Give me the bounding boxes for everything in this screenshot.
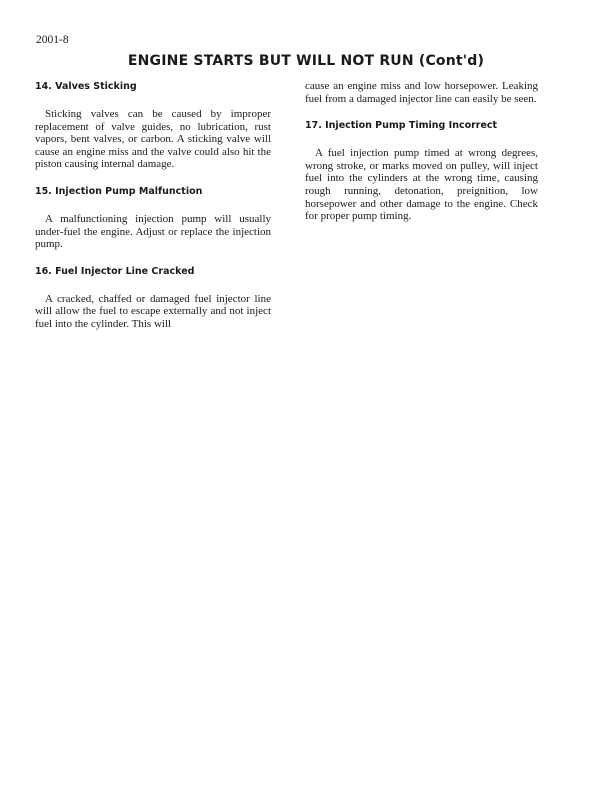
section-body-text: A malfunctioning injection pump will usually under-fuel the engine. Adjust or replace the injection pump. — [35, 212, 271, 251]
section-body-text: Sticking valves can be caused by improper replacement of valve guides, no lubrication, rust vapors, bent valves, or carbon. A sticking valve will cause an engine miss and the valve could also hit the piston causing internal damage. — [35, 108, 271, 171]
section-body-text: A cracked, chaffed or damaged fuel injector line will allow the fuel to escape externally and not inject fuel into the cylinder. This will — [35, 292, 271, 330]
section-body — [35, 213, 271, 251]
section-body — [35, 108, 271, 171]
section-heading: 16. Fuel Injector Line Cracked — [35, 265, 195, 277]
section-heading: 14. Valves Sticking — [35, 81, 137, 92]
section-injection-pump-timing — [305, 119, 538, 223]
section-heading: 15. Injection Pump Malfunction — [35, 185, 203, 197]
continued-text: cause an engine miss and low horsepower. Leaking fuel from a damaged injector line can easily be seen. — [305, 80, 538, 105]
section-fuel-injector-line-cracked — [35, 265, 271, 331]
left-column — [35, 80, 271, 345]
section-body-text: A fuel injection pump timed at wrong degrees, wrong stroke, or marks moved on pulley, will inject fuel into the cylinders at the wrong time, causing rough running, detonation, preignition, low horsepower and other damage to the engine. Check for proper pump timing. — [305, 147, 538, 223]
section-valves-sticking — [35, 80, 271, 171]
section-injection-pump-malfunction — [35, 185, 271, 251]
section-heading: 17. Injection Pump Timing Incorrect — [305, 120, 498, 132]
section-body — [305, 147, 538, 223]
page-title: ENGINE STARTS BUT WILL NOT RUN (Cont'd) — [127, 53, 485, 69]
section-body — [35, 293, 271, 331]
page-number: 2001-8 — [36, 34, 69, 46]
right-column — [305, 80, 538, 237]
